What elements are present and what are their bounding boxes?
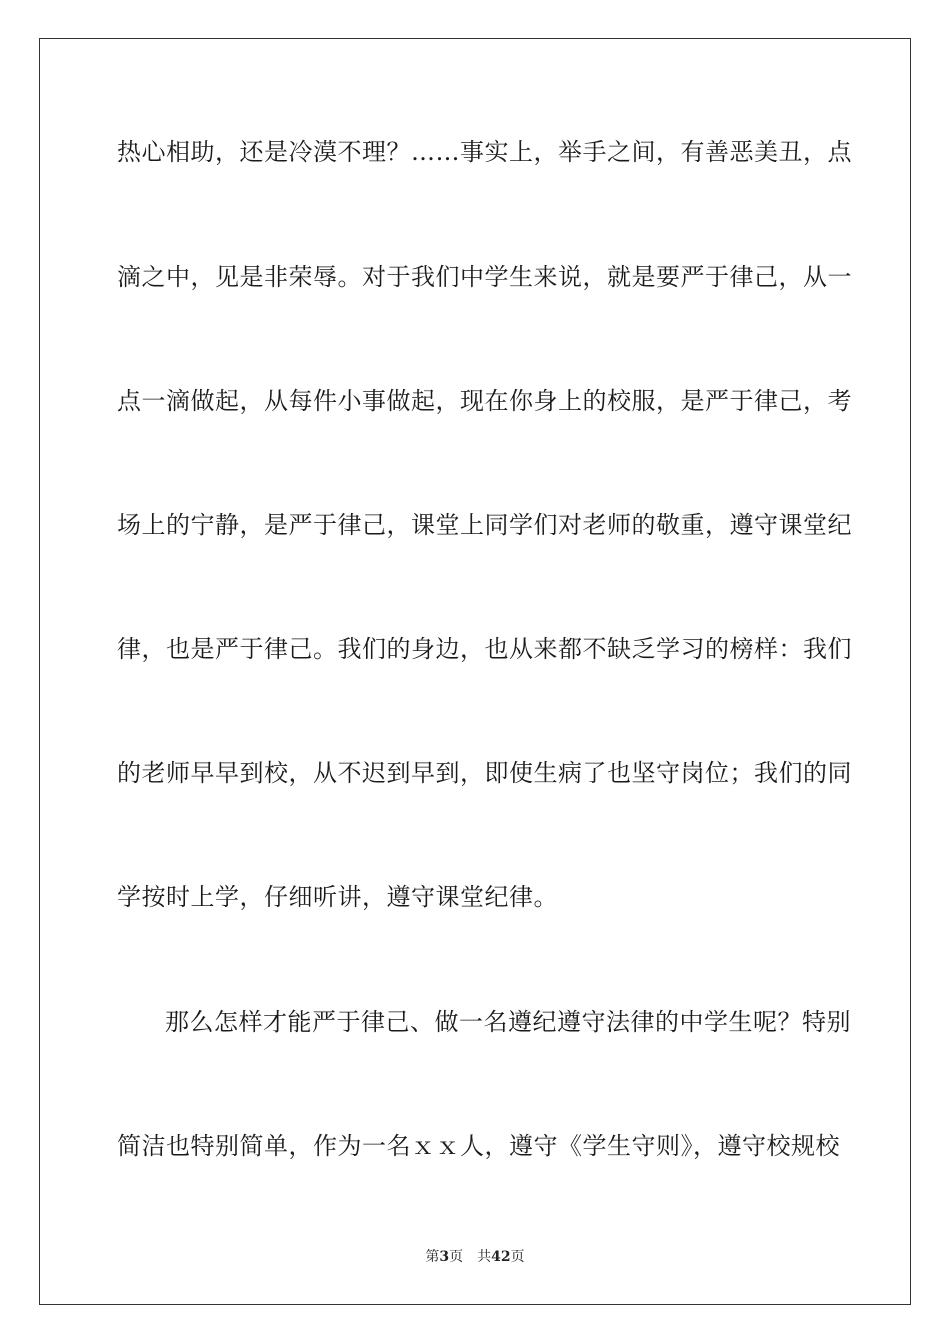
text-line: 的老师早早到校，从不迟到早到，即使生病了也坚守岗位；我们的同 [117, 759, 852, 787]
page-border [39, 38, 911, 1305]
text-line: 热心相助，还是冷漠不理？……事实上，举手之间，有善恶美丑，点 [117, 138, 852, 166]
text-line: 学按时上学，仔细听讲，遵守课堂纪律。 [117, 883, 558, 911]
total-pages: 42 [491, 1249, 511, 1265]
total-suffix: 页 [510, 1249, 525, 1265]
text-line: 简洁也特别简单，作为一名ｘｘ人，遵守《学生守则》，遵守校规校 [117, 1132, 840, 1160]
text-line: 点一滴做起，从每件小事做起，现在你身上的校服，是严于律己，考 [117, 387, 852, 415]
page-number: 3 [439, 1249, 450, 1265]
total-prefix: 共 [477, 1249, 492, 1265]
page-footer [0, 1248, 950, 1266]
page-suffix: 页 [449, 1249, 464, 1265]
text-line: 滴之中，见是非荣辱。对于我们中学生来说，就是要严于律己，从一 [117, 263, 852, 291]
page-prefix: 第 [425, 1249, 440, 1265]
text-line: 律，也是严于律己。我们的身边，也从来都不缺乏学习的榜样：我们 [117, 635, 852, 663]
text-line: 场上的宁静，是严于律己，课堂上同学们对老师的敬重，遵守课堂纪 [117, 511, 852, 539]
paragraph-first-line: 那么怎样才能严于律己、做一名遵纪遵守法律的中学生呢？特别 [165, 1008, 851, 1036]
